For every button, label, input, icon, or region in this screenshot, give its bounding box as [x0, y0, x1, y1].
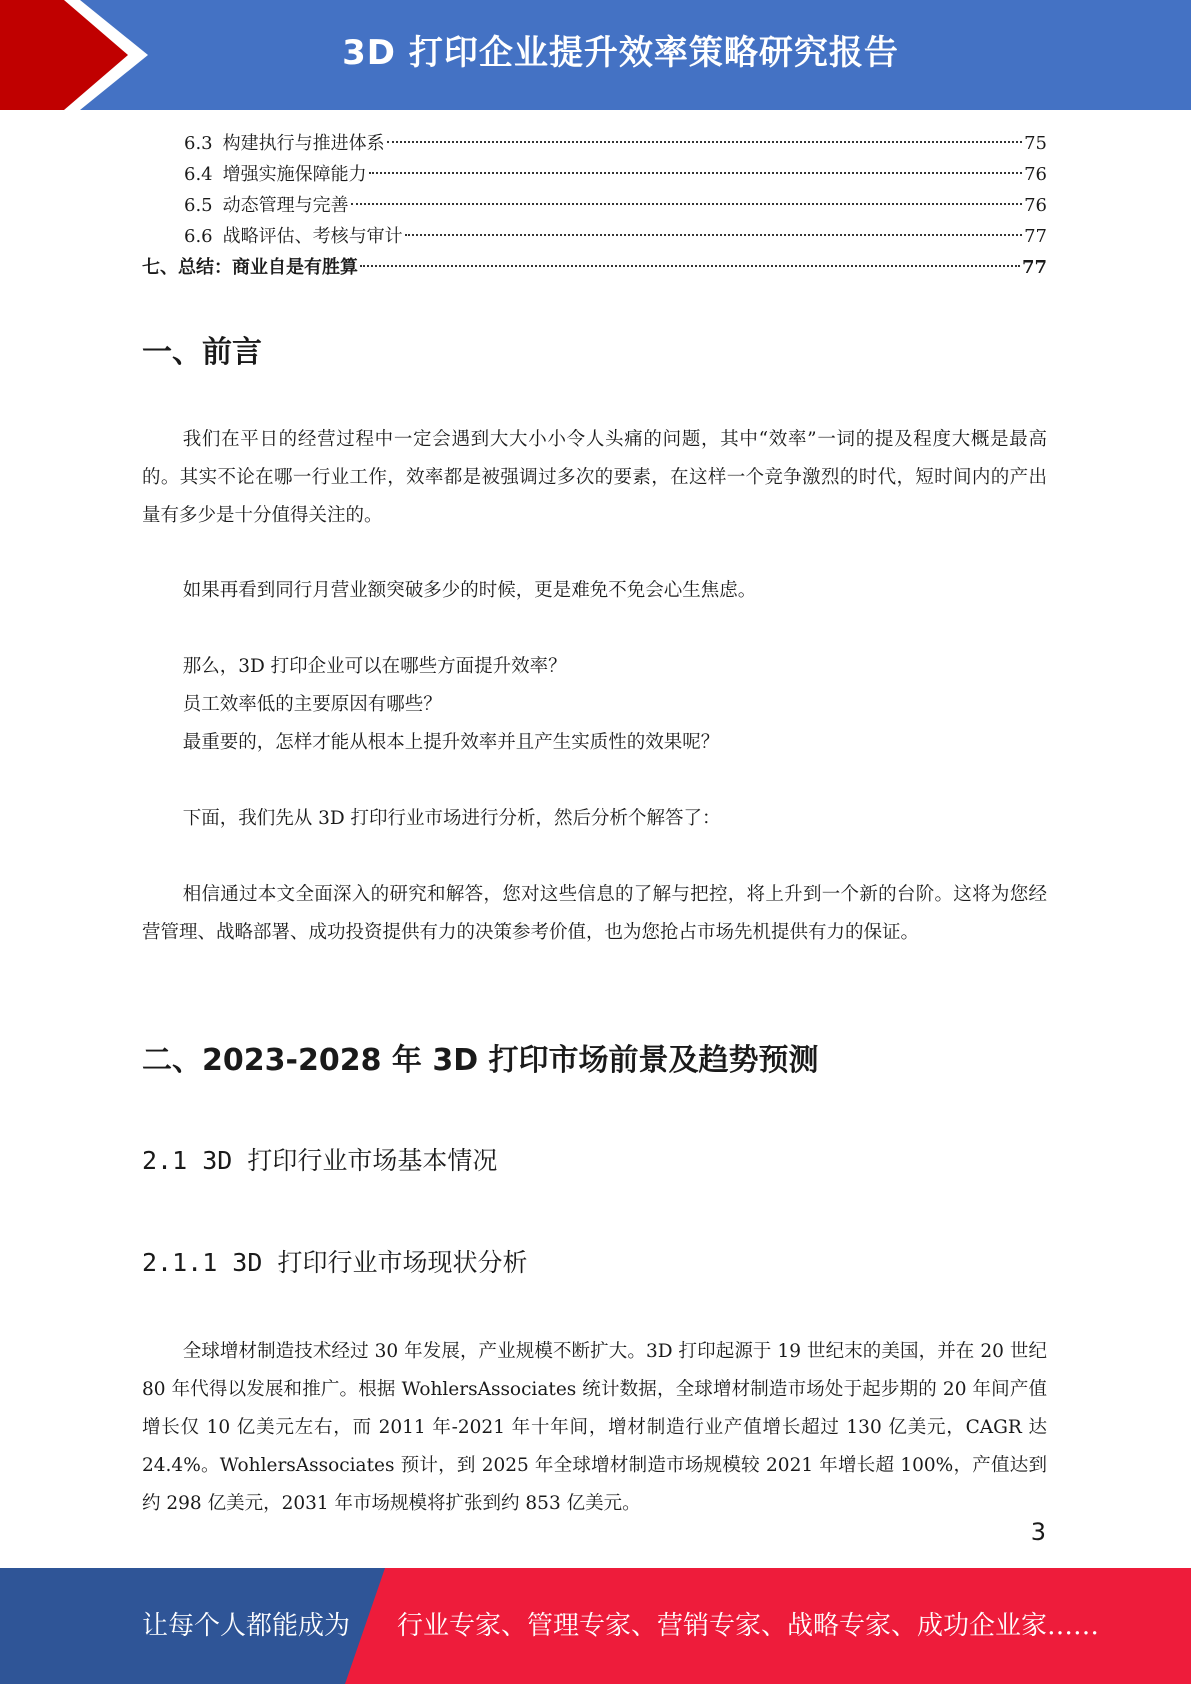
toc-text: 动态管理与完善	[222, 195, 349, 216]
page-footer	[0, 1568, 1191, 1684]
toc-entry[interactable]	[142, 159, 1047, 190]
toc-page: 75	[1024, 133, 1047, 154]
toc-number: 6.4	[184, 164, 213, 185]
toc-text: 增强实施保障能力	[222, 164, 367, 185]
footer-slogan-right: 行业专家、管理专家、营销专家、战略专家、成功企业家……	[397, 1611, 1100, 1641]
page-header	[0, 0, 1191, 110]
section-heading: 二、2023-2028 年 3D 打印市场前景及趋势预测	[142, 1043, 819, 1078]
paragraph: 那么，3D 打印企业可以在哪些方面提升效率？	[182, 656, 567, 677]
subsection-heading: 2.1.1 3D 打印行业市场现状分析	[142, 1248, 528, 1277]
paragraph: 我们在平日的经营过程中一定会遇到大大小小令人头痛的问题，其中“效率”一词的提及程度大概是最高的。其实不论在哪一行业工作，效率都是被强调过多次的要素，在这样一个竞争激烈的时代，短时间内的产出量有多少是十分值得关注的。	[142, 429, 1047, 526]
toc-entry[interactable]	[142, 221, 1047, 252]
toc-page: 77	[1024, 226, 1047, 247]
toc-leader	[387, 141, 1022, 143]
paragraph: 全球增材制造技术经过 30 年发展，产业规模不断扩大。3D 打印起源于 19 世纪末的美国，并在 20 世纪 80 年代得以发展和推广。根据 WohlersAssociates 统计数据，全球增材制造市场处于起步期的 20 年间产值增长仅 10 亿美元左右，而 2011 年-2021 年十年间，增材制造行业产值增长超过 130 亿美元，CAGR 达 24.4%。WohlersAssociates 预计，到 2025 年全球增材制造市场规模较 2021 年增长超 100%，产值达到约 298 亿美元，2031 年市场规模将扩张到约 853 亿美元。	[142, 1341, 1047, 1514]
document-body	[142, 128, 1047, 283]
table-of-contents	[142, 128, 1047, 283]
section-heading: 一、前言	[142, 335, 262, 370]
toc-text: 七、总结：商业自是有胜算	[142, 257, 358, 278]
toc-page: 76	[1024, 195, 1047, 216]
header-title: 3D 打印企业提升效率策略研究报告	[342, 33, 899, 73]
toc-number: 6.3	[184, 133, 213, 154]
toc-leader	[369, 172, 1022, 174]
toc-entry[interactable]	[142, 190, 1047, 221]
footer-slogan-left: 让每个人都能成为	[142, 1611, 351, 1641]
toc-entry[interactable]	[142, 252, 1047, 283]
toc-text: 构建执行与推进体系	[222, 133, 385, 154]
paragraph: 最重要的，怎样才能从根本上提升效率并且产生实质性的效果呢？	[182, 732, 720, 753]
paragraph: 如果再看到同行月营业额突破多少的时候，更是难免不免会心生焦虑。	[182, 580, 757, 601]
toc-number: 6.6	[184, 226, 213, 247]
page-number: 3	[1030, 1518, 1046, 1546]
toc-text: 战略评估、考核与审计	[222, 226, 403, 247]
toc-page: 76	[1024, 164, 1047, 185]
toc-leader	[405, 234, 1022, 236]
toc-leader	[351, 203, 1022, 205]
toc-entry[interactable]	[142, 128, 1047, 159]
toc-leader	[360, 265, 1020, 267]
paragraph: 员工效率低的主要原因有哪些？	[182, 694, 442, 715]
toc-number: 6.5	[184, 195, 213, 216]
paragraph: 相信通过本文全面深入的研究和解答，您对这些信息的了解与把控，将上升到一个新的台阶。这将为您经营管理、战略部署、成功投资提供有力的决策参考价值，也为您抢占市场先机提供有力的保证。	[142, 884, 1047, 943]
subsection-heading: 2.1 3D 打印行业市场基本情况	[142, 1146, 498, 1175]
toc-page: 77	[1021, 257, 1047, 278]
paragraph: 下面，我们先从 3D 打印行业市场进行分析，然后分析个解答了：	[182, 808, 721, 829]
